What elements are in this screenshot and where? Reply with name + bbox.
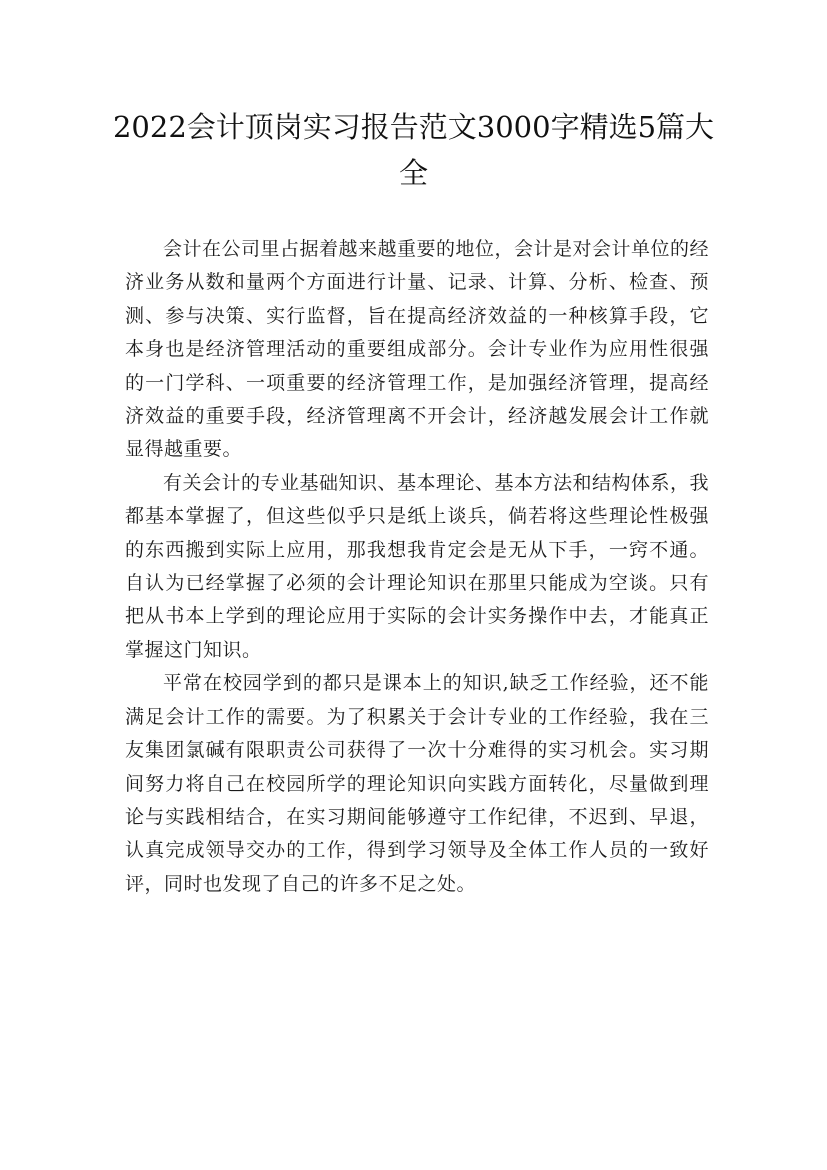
document-title: 2022会计顶岗实习报告范文3000字精选5篇大全 (112, 110, 715, 190)
paragraph-1: 会计在公司里占据着越来越重要的地位，会计是对会计单位的经济业务从数和量两个方面进行计量、记录、计算、分析、检查、预测、参与决策、实行监督，旨在提高经济效益的一种核算手段，它本身也是经济管理活动的重要组成部分。会计专业作为应用性很强的一门学科、一项重要的经济管理工作，是加强经济管理，提高经济效益的重要手段，经济管理离不开会计，经济越发展会计工作就显得越重要。 (125, 238, 710, 461)
paragraph-2: 有关会计的专业基础知识、基本理论、基本方法和结构体系，我都基本掌握了，但这些似乎只是纸上谈兵，倘若将这些理论性极强的东西搬到实际上应用，那我想我肯定会是无从下手，一窍不通。自认为已经掌握了必须的会计理论知识在那里只能成为空谈。只有把从书本上学到的理论应用于实际的会计实务操作中去，才能真正掌握这门知识。 (125, 471, 710, 661)
document-body (125, 233, 709, 901)
paragraph-3: 平常在校园学到的都只是课本上的知识,缺乏工作经验，还不能满足会计工作的需要。为了积累关于会计专业的工作经验，我在三友集团氯碱有限职责公司获得了一次十分难得的实习机会。实习期间努力将自己在校园所学的理论知识向实践方面转化，尽量做到理论与实践相结合，在实习期间能够遵守工作纪律，不迟到、早退，认真完成领导交办的工作，得到学习领导及全体工作人员的一致好评，同时也发现了自己的许多不足之处。 (125, 672, 709, 895)
